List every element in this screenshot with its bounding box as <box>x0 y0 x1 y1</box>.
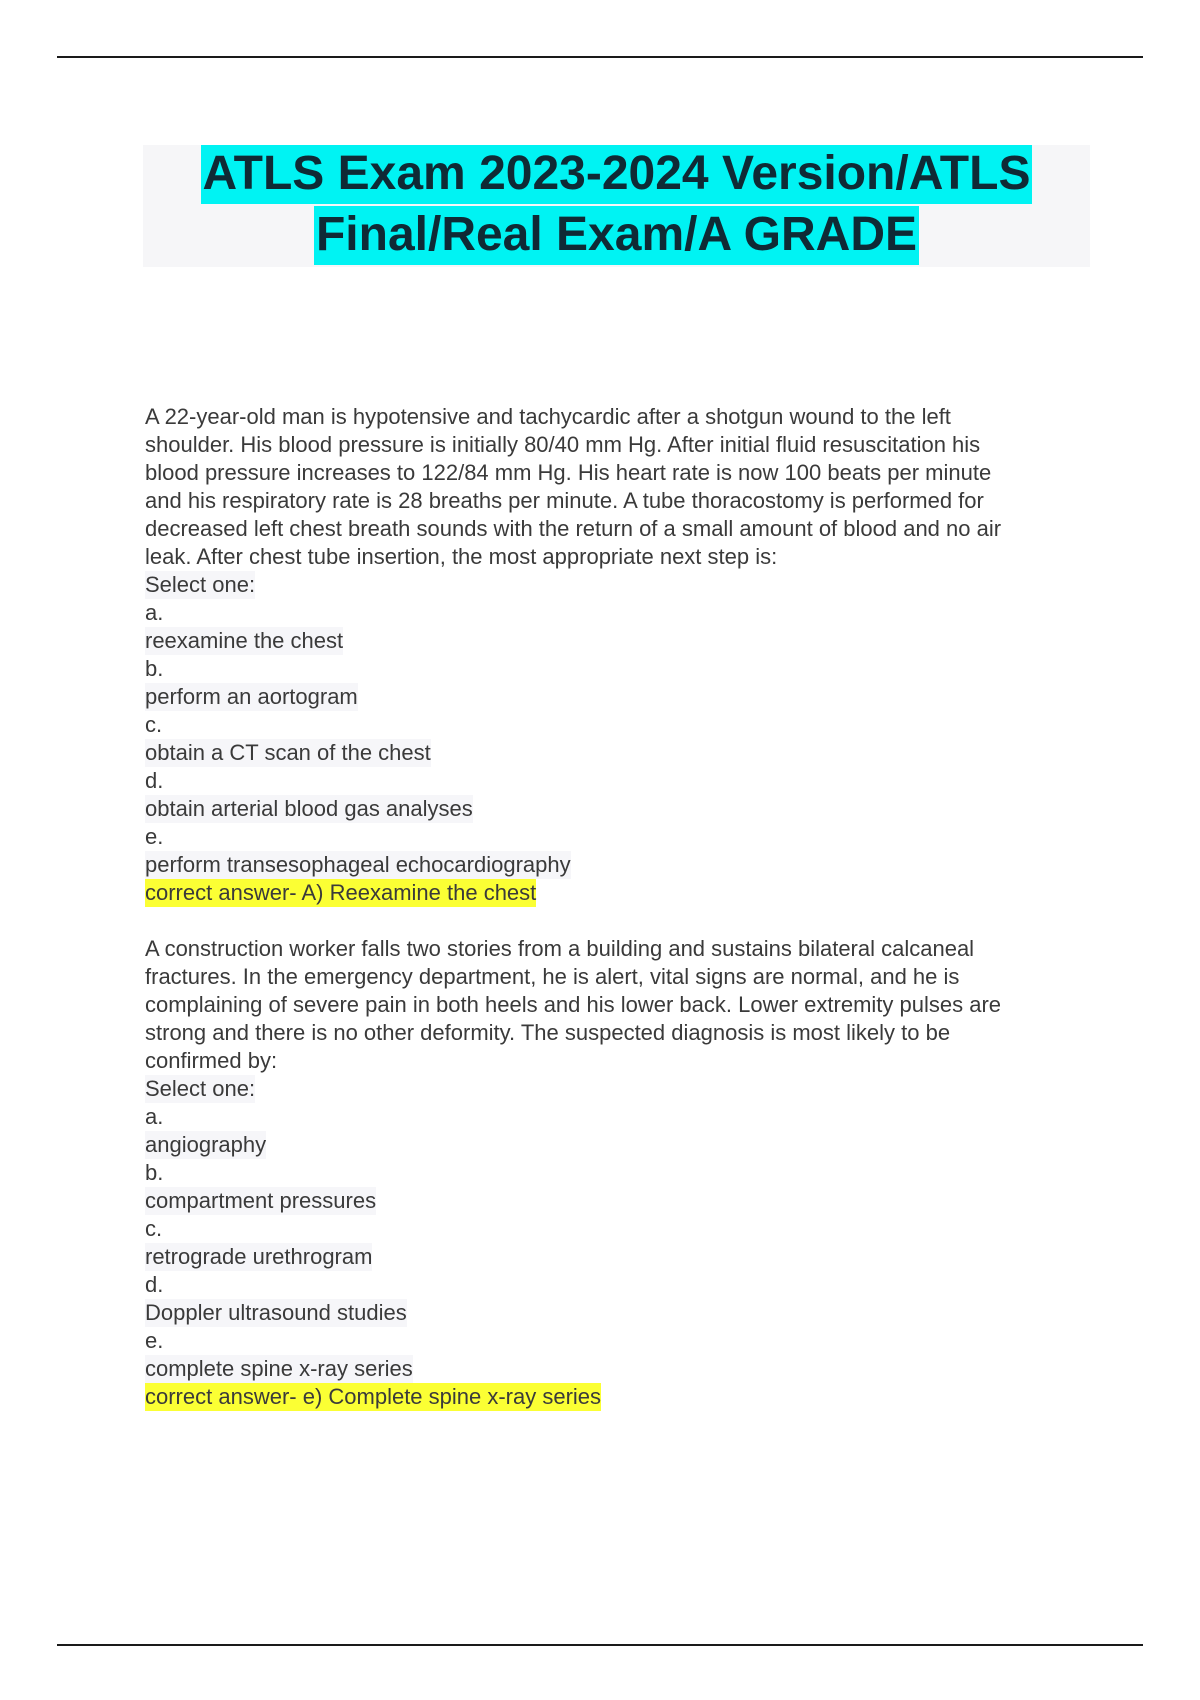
footer-rule <box>57 1644 1143 1646</box>
question-stem-line: confirmed by: <box>145 1048 278 1073</box>
option-text: obtain a CT scan of the chest <box>145 740 431 765</box>
document-title <box>143 145 1090 267</box>
question-stem-line: A 22-year-old man is hypotensive and tachycardic after a shotgun wound to the left <box>145 404 951 429</box>
option-letter: e. <box>145 824 164 849</box>
select-one-label: Select one: <box>145 1076 256 1101</box>
question-stem-line: complaining of severe pain in both heels and his lower back. Lower extremity pulses are <box>145 992 1002 1017</box>
question-stem-line: strong and there is no other deformity. The suspected diagnosis is most likely to be <box>145 1020 951 1045</box>
option-text: compartment pressures <box>145 1188 377 1213</box>
option-text: reexamine the chest <box>145 628 344 653</box>
option-text: complete spine x-ray series <box>145 1356 413 1381</box>
option-letter: a. <box>145 600 164 625</box>
question-stem-line: blood pressure increases to 122/84 mm Hg. His heart rate is now 100 beats per minute <box>145 460 992 485</box>
option-text: Doppler ultrasound studies <box>145 1300 407 1325</box>
option-letter: a. <box>145 1104 164 1129</box>
question-stem-line: A construction worker falls two stories from a building and sustains bilateral calcaneal <box>145 936 975 961</box>
option-letter: b. <box>145 1160 164 1185</box>
select-one-label: Select one: <box>145 572 256 597</box>
correct-answer-highlight: correct answer- A) Reexamine the chest <box>145 880 537 905</box>
question-stem-line: leak. After chest tube insertion, the most appropriate next step is: <box>145 544 778 569</box>
correct-answer-highlight: correct answer- e) Complete spine x-ray series <box>145 1384 602 1409</box>
option-text: perform an aortogram <box>145 684 358 709</box>
document-body <box>145 403 1095 1411</box>
option-letter: d. <box>145 768 164 793</box>
title-line-1: ATLS Exam 2023-2024 Version/ATLS <box>201 145 1033 204</box>
option-text: perform transesophageal echocardiography <box>145 852 571 877</box>
question-stem-line: decreased left chest breath sounds with the return of a small amount of blood and no air <box>145 516 1002 541</box>
question-stem-line: fractures. In the emergency department, he is alert, vital signs are normal, and he is <box>145 964 960 989</box>
question-1 <box>145 403 1095 907</box>
option-letter: d. <box>145 1272 164 1297</box>
question-stem-line: and his respiratory rate is 28 breaths per minute. A tube thoracostomy is performed for <box>145 488 984 513</box>
question-2 <box>145 935 1095 1411</box>
title-line-2: Final/Real Exam/A GRADE <box>314 206 919 265</box>
option-text: obtain arterial blood gas analyses <box>145 796 473 821</box>
option-text: angiography <box>145 1132 267 1157</box>
header-rule <box>57 56 1143 58</box>
option-text: retrograde urethrogram <box>145 1244 373 1269</box>
option-letter: e. <box>145 1328 164 1353</box>
option-letter: c. <box>145 712 163 737</box>
option-letter: c. <box>145 1216 163 1241</box>
option-letter: b. <box>145 656 164 681</box>
question-stem-line: shoulder. His blood pressure is initially 80/40 mm Hg. After initial fluid resuscitation his <box>145 432 981 457</box>
